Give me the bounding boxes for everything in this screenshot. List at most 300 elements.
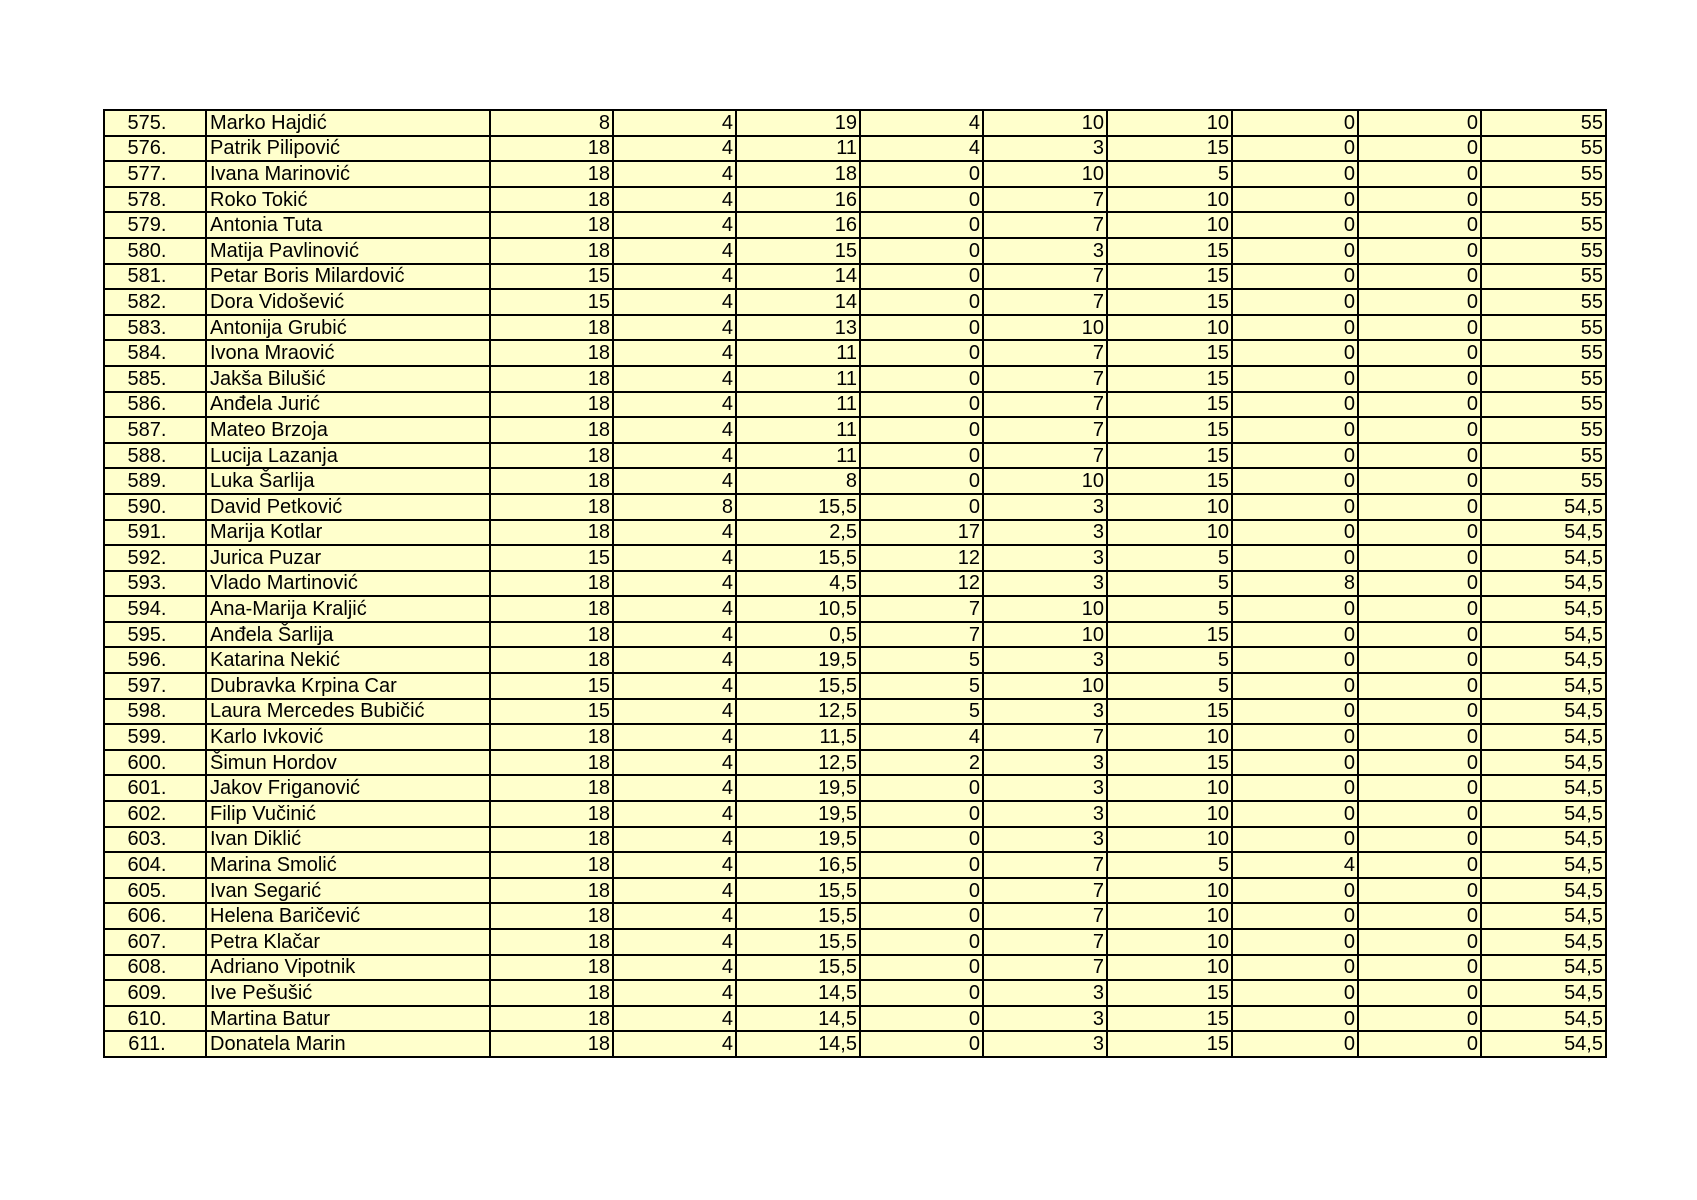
score-cell: 0 [1232, 647, 1358, 673]
score-cell: 7 [983, 392, 1107, 418]
score-cell: 3 [983, 775, 1107, 801]
score-cell: 7 [983, 289, 1107, 315]
score-cell: 12,5 [736, 750, 860, 776]
score-cell: 0 [1232, 545, 1358, 571]
score-cell: 0 [1232, 468, 1358, 494]
score-cell: 4 [613, 468, 736, 494]
score-cell: 15,5 [736, 673, 860, 699]
rank-cell: 575. [104, 110, 206, 136]
score-cell: 7 [983, 955, 1107, 981]
score-cell: 18 [490, 852, 613, 878]
table-row [104, 187, 1606, 213]
score-cell: 0 [1232, 110, 1358, 136]
score-cell: 10 [1107, 775, 1232, 801]
score-cell: 0 [860, 775, 983, 801]
score-cell: 2 [860, 750, 983, 776]
score-cell: 54,5 [1481, 724, 1606, 750]
score-cell: 18 [490, 571, 613, 597]
score-cell: 55 [1481, 110, 1606, 136]
score-cell: 0 [1232, 289, 1358, 315]
score-cell: 5 [860, 699, 983, 725]
table-row [104, 827, 1606, 853]
score-cell: 0 [860, 980, 983, 1006]
score-cell: 54,5 [1481, 750, 1606, 776]
name-cell: Anđela Šarlija [206, 622, 490, 648]
score-cell: 18 [490, 929, 613, 955]
score-cell: 0 [1358, 212, 1481, 238]
name-cell: Adriano Vipotnik [206, 955, 490, 981]
score-cell: 0 [1232, 264, 1358, 290]
score-cell: 18 [490, 801, 613, 827]
score-cell: 0 [1358, 136, 1481, 162]
name-cell: Anđela Jurić [206, 392, 490, 418]
table-row [104, 340, 1606, 366]
score-cell: 10 [1107, 724, 1232, 750]
score-cell: 15,5 [736, 903, 860, 929]
name-cell: Karlo Ivković [206, 724, 490, 750]
name-cell: David Petković [206, 494, 490, 520]
score-cell: 18 [490, 647, 613, 673]
score-cell: 54,5 [1481, 647, 1606, 673]
table-row [104, 161, 1606, 187]
score-cell: 15 [490, 673, 613, 699]
score-cell: 0 [1358, 699, 1481, 725]
score-cell: 0 [1358, 110, 1481, 136]
score-cell: 0 [860, 340, 983, 366]
rank-cell: 580. [104, 238, 206, 264]
score-cell: 18 [490, 187, 613, 213]
table-row [104, 596, 1606, 622]
table-row [104, 443, 1606, 469]
score-cell: 15 [1107, 468, 1232, 494]
name-cell: Patrik Pilipović [206, 136, 490, 162]
name-cell: Ivan Segarić [206, 878, 490, 904]
score-cell: 5 [1107, 647, 1232, 673]
score-cell: 54,5 [1481, 955, 1606, 981]
score-cell: 18 [736, 161, 860, 187]
score-cell: 19,5 [736, 827, 860, 853]
score-cell: 15,5 [736, 494, 860, 520]
score-cell: 0 [1358, 1031, 1481, 1057]
score-cell: 7 [983, 212, 1107, 238]
score-cell: 4 [613, 238, 736, 264]
name-cell: Dubravka Krpina Car [206, 673, 490, 699]
score-cell: 10 [983, 673, 1107, 699]
score-cell: 3 [983, 827, 1107, 853]
score-cell: 0 [860, 212, 983, 238]
name-cell: Šimun Hordov [206, 750, 490, 776]
score-cell: 12 [860, 545, 983, 571]
score-cell: 5 [1107, 596, 1232, 622]
score-cell: 11,5 [736, 724, 860, 750]
score-cell: 3 [983, 571, 1107, 597]
score-cell: 15 [1107, 238, 1232, 264]
rank-cell: 579. [104, 212, 206, 238]
score-cell: 0 [1232, 187, 1358, 213]
score-cell: 4 [613, 903, 736, 929]
score-cell: 0 [1358, 443, 1481, 469]
score-cell: 55 [1481, 392, 1606, 418]
score-cell: 0 [1358, 468, 1481, 494]
score-cell: 4 [860, 110, 983, 136]
score-cell: 14,5 [736, 1031, 860, 1057]
table-row [104, 980, 1606, 1006]
score-cell: 0 [1232, 622, 1358, 648]
score-cell: 4 [613, 852, 736, 878]
score-cell: 10 [1107, 187, 1232, 213]
table-row [104, 289, 1606, 315]
score-cell: 0,5 [736, 622, 860, 648]
score-cell: 15 [1107, 366, 1232, 392]
name-cell: Marina Smolić [206, 852, 490, 878]
score-cell: 4 [613, 545, 736, 571]
rank-cell: 601. [104, 775, 206, 801]
score-cell: 54,5 [1481, 622, 1606, 648]
score-cell: 55 [1481, 238, 1606, 264]
score-cell: 18 [490, 494, 613, 520]
score-cell: 0 [860, 443, 983, 469]
score-cell: 18 [490, 366, 613, 392]
score-cell: 7 [983, 417, 1107, 443]
score-cell: 18 [490, 417, 613, 443]
score-cell: 10 [1107, 878, 1232, 904]
name-cell: Mateo Brzoja [206, 417, 490, 443]
name-cell: Vlado Martinović [206, 571, 490, 597]
score-cell: 0 [860, 264, 983, 290]
score-cell: 3 [983, 647, 1107, 673]
score-cell: 7 [983, 443, 1107, 469]
score-cell: 16,5 [736, 852, 860, 878]
score-cell: 0 [860, 417, 983, 443]
score-cell: 3 [983, 1031, 1107, 1057]
score-cell: 18 [490, 1006, 613, 1032]
score-cell: 15 [1107, 392, 1232, 418]
score-cell: 10 [1107, 955, 1232, 981]
score-cell: 4 [613, 289, 736, 315]
score-cell: 0 [1232, 801, 1358, 827]
table-row [104, 801, 1606, 827]
score-cell: 0 [1232, 212, 1358, 238]
score-cell: 0 [1358, 750, 1481, 776]
score-cell: 0 [1232, 392, 1358, 418]
score-cell: 10 [1107, 494, 1232, 520]
table-row [104, 622, 1606, 648]
score-cell: 55 [1481, 340, 1606, 366]
score-cell: 5 [1107, 545, 1232, 571]
score-cell: 17 [860, 520, 983, 546]
score-cell: 54,5 [1481, 520, 1606, 546]
score-cell: 18 [490, 340, 613, 366]
score-cell: 0 [1358, 878, 1481, 904]
name-cell: Jakov Friganović [206, 775, 490, 801]
score-cell: 7 [983, 903, 1107, 929]
score-cell: 4 [613, 136, 736, 162]
score-cell: 0 [1358, 417, 1481, 443]
score-cell: 4 [613, 673, 736, 699]
score-cell: 18 [490, 392, 613, 418]
score-cell: 4 [613, 571, 736, 597]
score-cell: 0 [1358, 571, 1481, 597]
score-cell: 55 [1481, 468, 1606, 494]
score-cell: 18 [490, 315, 613, 341]
score-cell: 3 [983, 699, 1107, 725]
score-cell: 3 [983, 801, 1107, 827]
rank-cell: 592. [104, 545, 206, 571]
table-row [104, 750, 1606, 776]
table-row [104, 494, 1606, 520]
score-cell: 18 [490, 443, 613, 469]
score-cell: 10 [983, 110, 1107, 136]
score-cell: 0 [1358, 520, 1481, 546]
score-cell: 7 [983, 340, 1107, 366]
score-cell: 8 [613, 494, 736, 520]
table-row [104, 468, 1606, 494]
score-cell: 0 [1358, 596, 1481, 622]
score-cell: 18 [490, 775, 613, 801]
score-cell: 15 [1107, 750, 1232, 776]
score-cell: 10,5 [736, 596, 860, 622]
score-cell: 4 [613, 801, 736, 827]
name-cell: Antonia Tuta [206, 212, 490, 238]
score-cell: 0 [860, 801, 983, 827]
score-cell: 55 [1481, 366, 1606, 392]
score-cell: 11 [736, 443, 860, 469]
score-cell: 4 [613, 187, 736, 213]
score-cell: 4 [613, 929, 736, 955]
score-cell: 4 [613, 366, 736, 392]
name-cell: Petar Boris Milardović [206, 264, 490, 290]
rank-cell: 608. [104, 955, 206, 981]
name-cell: Katarina Nekić [206, 647, 490, 673]
score-cell: 15 [1107, 980, 1232, 1006]
score-cell: 0 [1358, 392, 1481, 418]
score-cell: 4 [860, 136, 983, 162]
score-cell: 3 [983, 545, 1107, 571]
rank-cell: 597. [104, 673, 206, 699]
score-cell: 14,5 [736, 1006, 860, 1032]
score-cell: 18 [490, 212, 613, 238]
score-cell: 10 [1107, 212, 1232, 238]
score-cell: 0 [1232, 596, 1358, 622]
score-cell: 15 [1107, 264, 1232, 290]
score-cell: 10 [1107, 110, 1232, 136]
score-cell: 0 [860, 392, 983, 418]
score-cell: 7 [983, 724, 1107, 750]
table-row [104, 1006, 1606, 1032]
score-cell: 15,5 [736, 955, 860, 981]
score-cell: 10 [1107, 801, 1232, 827]
score-cell: 3 [983, 494, 1107, 520]
score-cell: 18 [490, 903, 613, 929]
table-row [104, 929, 1606, 955]
score-cell: 55 [1481, 161, 1606, 187]
score-cell: 3 [983, 1006, 1107, 1032]
score-cell: 18 [490, 136, 613, 162]
score-cell: 18 [490, 161, 613, 187]
results-body [104, 110, 1606, 1057]
name-cell: Laura Mercedes Bubičić [206, 699, 490, 725]
score-cell: 0 [1358, 801, 1481, 827]
rank-cell: 593. [104, 571, 206, 597]
score-cell: 4 [613, 110, 736, 136]
score-cell: 7 [983, 366, 1107, 392]
score-cell: 13 [736, 315, 860, 341]
score-cell: 0 [1358, 673, 1481, 699]
score-cell: 55 [1481, 315, 1606, 341]
score-cell: 3 [983, 238, 1107, 264]
results-table [103, 109, 1607, 1058]
score-cell: 5 [1107, 571, 1232, 597]
score-cell: 4 [613, 264, 736, 290]
score-cell: 0 [860, 289, 983, 315]
score-cell: 5 [1107, 161, 1232, 187]
score-cell: 4 [613, 340, 736, 366]
table-row [104, 673, 1606, 699]
score-cell: 0 [1358, 238, 1481, 264]
score-cell: 0 [1358, 366, 1481, 392]
score-cell: 18 [490, 878, 613, 904]
rank-cell: 588. [104, 443, 206, 469]
score-cell: 0 [1358, 340, 1481, 366]
score-cell: 15 [1107, 622, 1232, 648]
score-cell: 0 [1358, 852, 1481, 878]
name-cell: Antonija Grubić [206, 315, 490, 341]
score-cell: 15 [1107, 417, 1232, 443]
name-cell: Ivona Mraović [206, 340, 490, 366]
score-cell: 14 [736, 289, 860, 315]
score-cell: 0 [1232, 315, 1358, 341]
rank-cell: 596. [104, 647, 206, 673]
score-cell: 5 [860, 673, 983, 699]
score-cell: 0 [1232, 161, 1358, 187]
score-cell: 4 [613, 392, 736, 418]
table-row [104, 775, 1606, 801]
score-cell: 54,5 [1481, 673, 1606, 699]
score-cell: 0 [860, 852, 983, 878]
score-cell: 18 [490, 724, 613, 750]
score-cell: 5 [860, 647, 983, 673]
table-row [104, 647, 1606, 673]
score-cell: 55 [1481, 264, 1606, 290]
score-cell: 4 [613, 955, 736, 981]
rank-cell: 578. [104, 187, 206, 213]
name-cell: Jurica Puzar [206, 545, 490, 571]
score-cell: 0 [1232, 417, 1358, 443]
table-row [104, 136, 1606, 162]
score-cell: 4 [860, 724, 983, 750]
score-cell: 15,5 [736, 929, 860, 955]
score-cell: 4 [613, 443, 736, 469]
score-cell: 15 [1107, 699, 1232, 725]
rank-cell: 600. [104, 750, 206, 776]
score-cell: 3 [983, 136, 1107, 162]
score-cell: 0 [1358, 903, 1481, 929]
name-cell: Lucija Lazanja [206, 443, 490, 469]
table-row [104, 545, 1606, 571]
score-cell: 0 [1232, 238, 1358, 264]
rank-cell: 581. [104, 264, 206, 290]
score-cell: 0 [1232, 827, 1358, 853]
score-cell: 7 [983, 264, 1107, 290]
score-cell: 54,5 [1481, 801, 1606, 827]
score-cell: 55 [1481, 212, 1606, 238]
score-cell: 54,5 [1481, 980, 1606, 1006]
table-row [104, 571, 1606, 597]
score-cell: 0 [860, 903, 983, 929]
score-cell: 3 [983, 520, 1107, 546]
score-cell: 7 [860, 596, 983, 622]
table-row [104, 264, 1606, 290]
name-cell: Marko Hajdić [206, 110, 490, 136]
table-row [104, 110, 1606, 136]
score-cell: 0 [1232, 980, 1358, 1006]
table-row [104, 212, 1606, 238]
score-cell: 0 [860, 929, 983, 955]
score-cell: 0 [1358, 647, 1481, 673]
score-cell: 10 [1107, 520, 1232, 546]
score-cell: 11 [736, 340, 860, 366]
score-cell: 4 [613, 827, 736, 853]
score-cell: 0 [860, 468, 983, 494]
score-cell: 0 [1232, 366, 1358, 392]
score-cell: 4,5 [736, 571, 860, 597]
score-cell: 8 [736, 468, 860, 494]
table-row [104, 366, 1606, 392]
score-cell: 0 [1358, 827, 1481, 853]
score-cell: 18 [490, 750, 613, 776]
rank-cell: 607. [104, 929, 206, 955]
score-cell: 54,5 [1481, 1006, 1606, 1032]
score-cell: 0 [860, 494, 983, 520]
score-cell: 0 [860, 1006, 983, 1032]
score-cell: 15 [490, 699, 613, 725]
rank-cell: 577. [104, 161, 206, 187]
score-cell: 10 [983, 622, 1107, 648]
score-cell: 54,5 [1481, 903, 1606, 929]
score-cell: 15 [1107, 340, 1232, 366]
score-cell: 0 [1232, 520, 1358, 546]
score-cell: 8 [1232, 571, 1358, 597]
score-cell: 0 [860, 1031, 983, 1057]
score-cell: 18 [490, 1031, 613, 1057]
table-row [104, 878, 1606, 904]
rank-cell: 595. [104, 622, 206, 648]
name-cell: Matija Pavlinović [206, 238, 490, 264]
table-row [104, 520, 1606, 546]
score-cell: 15 [1107, 1006, 1232, 1032]
score-cell: 10 [983, 468, 1107, 494]
score-cell: 15 [490, 545, 613, 571]
score-cell: 54,5 [1481, 494, 1606, 520]
score-cell: 7 [983, 187, 1107, 213]
score-cell: 4 [613, 647, 736, 673]
score-cell: 18 [490, 520, 613, 546]
score-cell: 15 [1107, 289, 1232, 315]
score-cell: 19,5 [736, 775, 860, 801]
name-cell: Filip Vučinić [206, 801, 490, 827]
score-cell: 0 [1358, 980, 1481, 1006]
name-cell: Donatela Marin [206, 1031, 490, 1057]
score-cell: 0 [860, 238, 983, 264]
score-cell: 11 [736, 417, 860, 443]
rank-cell: 605. [104, 878, 206, 904]
score-cell: 0 [1232, 699, 1358, 725]
score-cell: 4 [1232, 852, 1358, 878]
score-cell: 0 [1232, 929, 1358, 955]
score-cell: 0 [1232, 775, 1358, 801]
score-cell: 18 [490, 238, 613, 264]
score-cell: 18 [490, 980, 613, 1006]
